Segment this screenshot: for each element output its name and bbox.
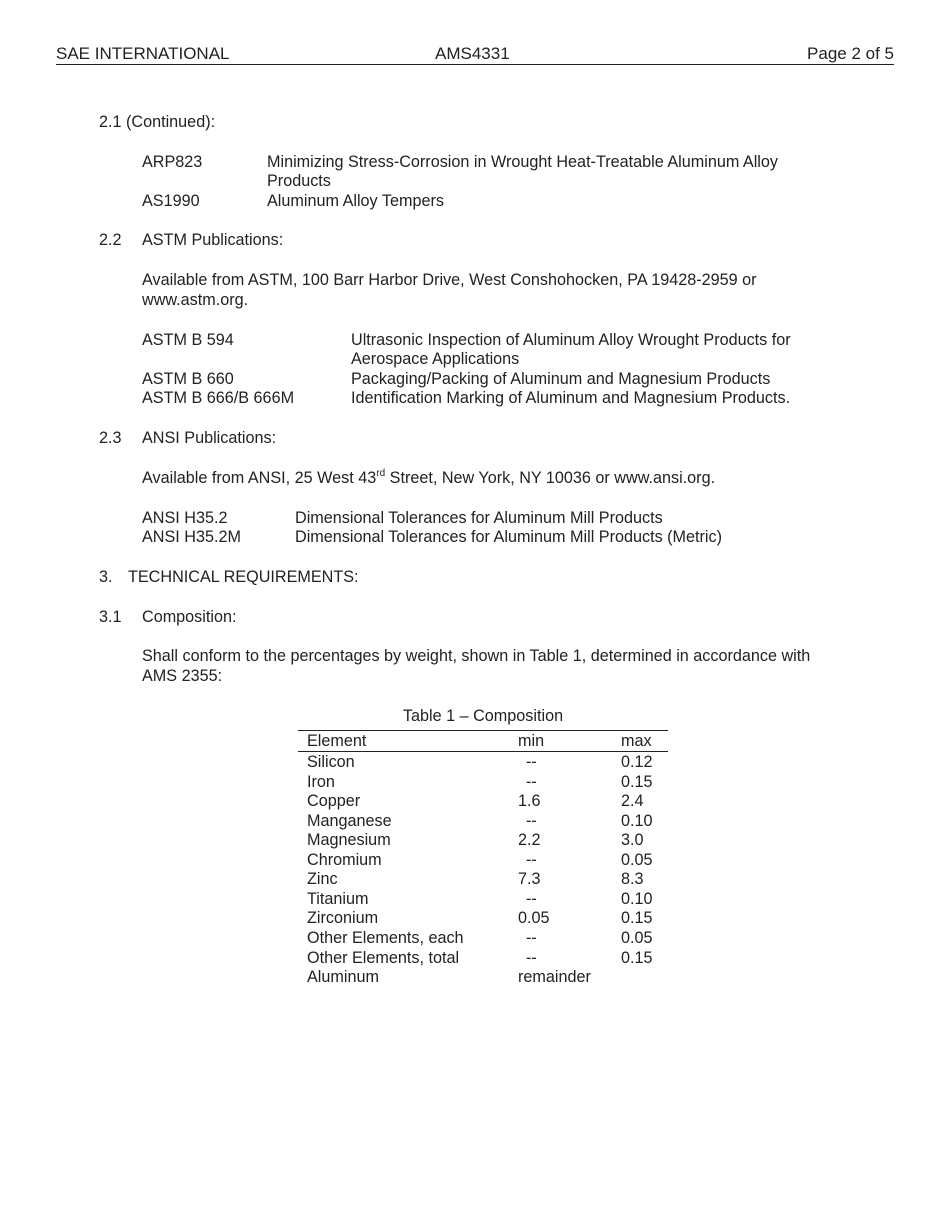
ref-code-astm-b660: ASTM B 660 [142,370,234,388]
section-2-2-heading: ASTM Publications: [142,231,284,249]
composition-text-line2: AMS 2355: [142,667,223,685]
table-row [298,831,668,851]
table-row [298,929,668,949]
cell-min: -- [526,928,537,947]
cell-max: 3.0 [621,831,644,850]
section-2-1-heading: 2.1 (Continued): [99,113,216,131]
section-3-1-number: 3.1 [99,608,122,626]
cell-min: -- [526,850,537,869]
cell-element: Zinc [307,870,338,889]
table-row [298,812,668,832]
cell-min: 0.05 [518,909,550,928]
table-row [298,753,668,773]
table-row [298,968,668,988]
cell-element: Silicon [307,753,355,771]
table-top-rule [298,730,668,731]
cell-min: -- [526,948,537,967]
table-row [298,792,668,812]
ref-title-astm-b594-line1: Ultrasonic Inspection of Aluminum Alloy Wrought Products for [351,331,791,349]
ref-code-ansi-h35-2m: ANSI H35.2M [142,528,241,546]
table-header-rule [298,751,668,752]
cell-max: 0.10 [621,889,653,908]
cell-element: Iron [307,772,335,791]
table-row [298,949,668,969]
cell-max: 0.05 [621,850,653,869]
header-org: SAE INTERNATIONAL [56,44,230,63]
cell-min: -- [526,811,537,830]
ref-title-ansi-h35-2m: Dimensional Tolerances for Aluminum Mill Products (Metric) [295,528,723,546]
cell-max: 0.10 [621,811,653,830]
ansi-availability-post: Street, New York, NY 10036 or www.ansi.org. [385,469,716,487]
cell-min: remainder [518,968,591,987]
section-2-3-number: 2.3 [99,429,122,447]
header-page-number: Page 2 of 5 [807,44,894,63]
cell-max: 0.15 [621,772,653,791]
table-row [298,870,668,890]
cell-element: Zirconium [307,909,379,928]
composition-text-line1: Shall conform to the percentages by weight, shown in Table 1, determined in accordance with [142,647,811,665]
ref-title-arp823-line1: Minimizing Stress-Corrosion in Wrought Heat-Treatable Aluminum Alloy [267,153,778,171]
table-row [298,773,668,793]
column-header-element: Element [307,732,367,750]
cell-element: Copper [307,792,361,811]
ref-title-astm-b594-line2: Aerospace Applications [351,350,520,368]
table-row [298,851,668,871]
section-3-heading: TECHNICAL REQUIREMENTS: [128,568,359,586]
cell-min: -- [526,753,537,771]
cell-max: 8.3 [621,870,644,889]
ansi-availability-pre: Available from ANSI, 25 West 43 [142,469,377,487]
ansi-availability [142,469,715,489]
section-2-2-number: 2.2 [99,231,122,249]
ref-code-ansi-h35-2: ANSI H35.2 [142,509,228,527]
cell-max: 0.15 [621,909,653,928]
cell-min: 2.2 [518,831,541,850]
cell-element: Aluminum [307,968,379,987]
cell-element: Manganese [307,811,392,830]
ref-title-astm-b666: Identification Marking of Aluminum and Magnesium Products. [351,389,791,407]
section-2-3-heading: ANSI Publications: [142,429,277,447]
cell-element: Chromium [307,850,382,869]
header-doc-number: AMS4331 [435,44,510,63]
cell-max: 0.05 [621,928,653,947]
table-row [298,909,668,929]
cell-max: 0.15 [621,948,653,967]
cell-min: 7.3 [518,870,541,889]
ref-code-arp823: ARP823 [142,153,203,171]
ref-title-arp823-line2: Products [267,172,331,190]
cell-element: Other Elements, total [307,948,460,967]
table-header-row [298,732,668,752]
ref-code-astm-b666: ASTM B 666/B 666M [142,389,295,407]
cell-min: -- [526,889,537,908]
cell-min: 1.6 [518,792,541,811]
astm-availability-line1: Available from ASTM, 100 Barr Harbor Drive, West Conshohocken, PA 19428-2959 or [142,271,757,289]
cell-max: 2.4 [621,792,644,811]
cell-element: Titanium [307,889,369,908]
ansi-availability-superscript: rd [376,467,386,479]
ref-code-as1990: AS1990 [142,192,200,210]
cell-min: -- [526,772,537,791]
astm-availability-line2: www.astm.org. [142,291,249,309]
cell-max: 0.12 [621,753,653,771]
cell-element: Other Elements, each [307,928,464,947]
ref-title-ansi-h35-2: Dimensional Tolerances for Aluminum Mill Products [295,509,663,527]
table-row [298,890,668,910]
cell-element: Magnesium [307,831,391,850]
ref-code-astm-b594: ASTM B 594 [142,331,234,349]
page-header [56,44,894,65]
section-3-1-heading: Composition: [142,608,237,626]
table-1-title: Table 1 – Composition [402,707,564,725]
column-header-min: min [518,732,545,750]
ref-title-astm-b660: Packaging/Packing of Aluminum and Magnesium Products [351,370,771,388]
ref-title-as1990: Aluminum Alloy Tempers [267,192,444,210]
section-3-number: 3. [99,568,113,586]
column-header-max: max [621,732,652,750]
